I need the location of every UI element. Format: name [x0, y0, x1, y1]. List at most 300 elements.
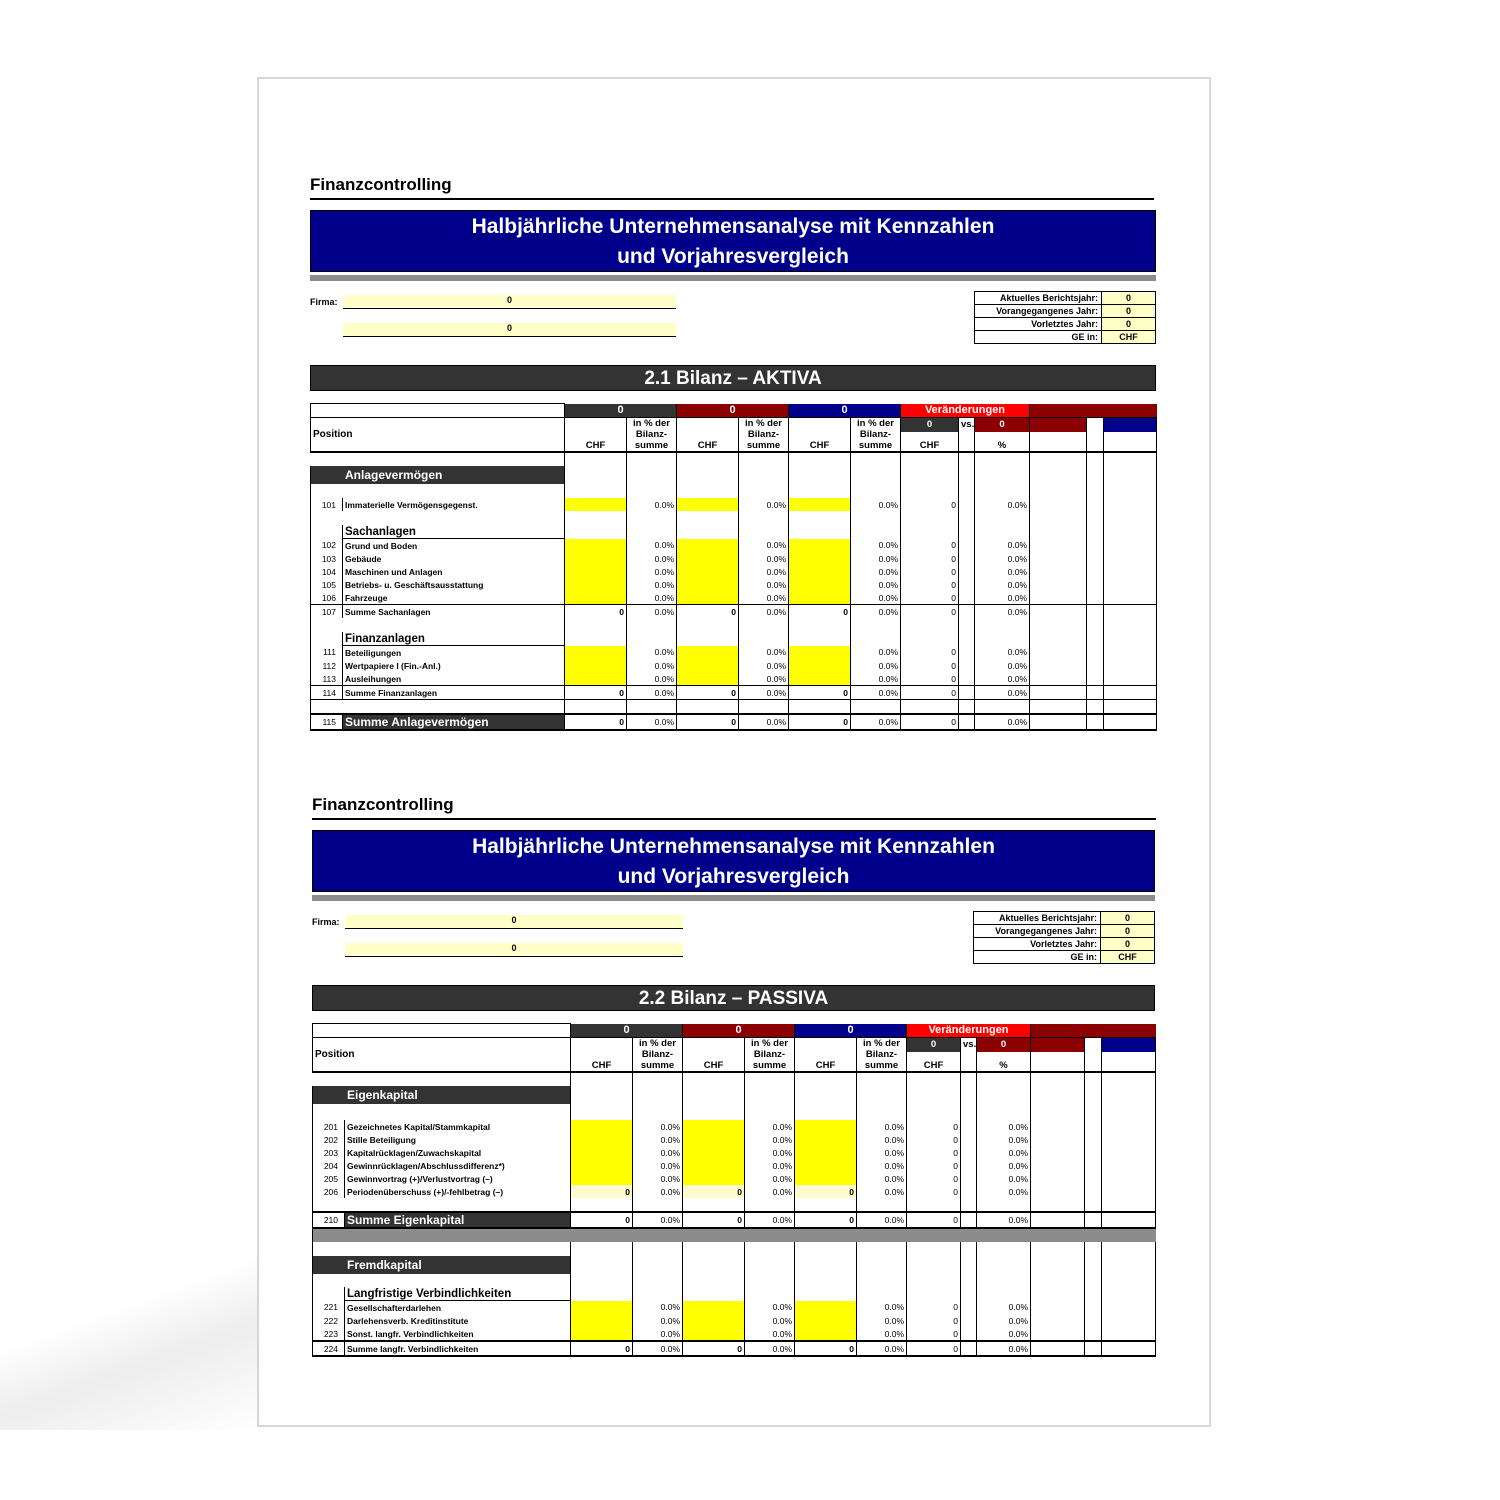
- year-value[interactable]: 0: [1102, 292, 1156, 305]
- table-cell: 0.0%: [851, 646, 901, 660]
- empty-cell: [977, 1198, 1031, 1212]
- empty-cell: [1087, 565, 1104, 578]
- table-cell: 0.0%: [627, 578, 677, 591]
- empty-cell: [961, 1120, 977, 1133]
- empty-cell: [975, 418, 1030, 453]
- empty-cell: [1085, 1172, 1102, 1185]
- empty-cell: [1087, 539, 1104, 553]
- empty-cell: [745, 1256, 795, 1274]
- input-cell[interactable]: [683, 1133, 745, 1146]
- empty-cell: [851, 700, 901, 715]
- table-cell: Fahrzeuge: [343, 591, 565, 605]
- empty-cell: [739, 466, 789, 484]
- empty-cell: [795, 1072, 857, 1086]
- banner: [310, 210, 1156, 272]
- input-cell[interactable]: [677, 646, 739, 660]
- table-cell: 0.0%: [851, 686, 901, 700]
- empty-cell: [311, 525, 343, 539]
- input-cell[interactable]: [795, 1314, 857, 1327]
- empty-cell: [1030, 591, 1087, 605]
- empty-cell: [1102, 1274, 1156, 1287]
- input-cell[interactable]: [565, 591, 627, 605]
- input-cell[interactable]: [565, 552, 627, 565]
- input-cell[interactable]: [571, 1159, 633, 1172]
- empty-cell: [1104, 565, 1157, 578]
- table-cell: 0.0%: [633, 1172, 683, 1185]
- empty-cell: [975, 525, 1030, 539]
- input-cell[interactable]: [565, 578, 627, 591]
- empty-cell: [1104, 511, 1157, 525]
- input-cell[interactable]: [677, 552, 739, 565]
- empty-cell: [1031, 1242, 1085, 1256]
- empty-cell: [739, 618, 789, 632]
- table-cell: 0.0%: [739, 578, 789, 591]
- empty-cell: [959, 539, 975, 553]
- empty-cell: [1102, 1341, 1156, 1356]
- empty-cell: [1031, 1314, 1085, 1327]
- empty-cell: [1031, 1038, 1085, 1073]
- table-cell: 0.0%: [745, 1314, 795, 1327]
- input-cell[interactable]: [571, 1314, 633, 1327]
- table-cell: Beteiligungen: [343, 646, 565, 660]
- input-cell[interactable]: [795, 1301, 857, 1315]
- empty-cell: [959, 591, 975, 605]
- table-cell: 0.0%: [977, 1146, 1031, 1159]
- table-cell: 0: [901, 605, 959, 619]
- table-cell: 0: [901, 672, 959, 686]
- empty-cell: [1087, 511, 1104, 525]
- empty-cell: [1030, 565, 1087, 578]
- input-cell[interactable]: [565, 646, 627, 660]
- table-cell: 0.0%: [857, 1146, 907, 1159]
- empty-cell: [627, 511, 677, 525]
- empty-cell: [313, 1287, 345, 1301]
- input-cell[interactable]: [789, 591, 851, 605]
- empty-cell: [1104, 484, 1157, 498]
- passiva-section: [312, 795, 1156, 1357]
- empty-cell: [1087, 552, 1104, 565]
- table-cell: 206: [313, 1185, 345, 1198]
- empty-cell: [311, 632, 343, 646]
- vs-right: 0: [977, 1038, 1030, 1052]
- input-cell[interactable]: [683, 1172, 745, 1185]
- input-cell[interactable]: [571, 1327, 633, 1341]
- firma-field-1[interactable]: 0: [345, 915, 683, 929]
- year-label: Vorletztes Jahr:: [974, 938, 1101, 951]
- empty-cell: [1085, 1327, 1102, 1341]
- empty-cell: [1104, 418, 1157, 453]
- company-info: [312, 911, 1155, 971]
- empty-cell: [851, 452, 901, 466]
- empty-cell: [1030, 686, 1087, 700]
- pct-header: in % der Bilanz-summe: [739, 418, 789, 453]
- table-cell: Betriebs- u. Geschäftsausstattung: [343, 578, 565, 591]
- input-cell[interactable]: [795, 1133, 857, 1146]
- input-cell[interactable]: [677, 591, 739, 605]
- table-cell: 0.0%: [633, 1159, 683, 1172]
- table-cell: 0.0%: [857, 1327, 907, 1341]
- empty-cell: [961, 1242, 977, 1256]
- empty-cell: [1085, 1314, 1102, 1327]
- empty-cell: [1087, 498, 1104, 511]
- empty-cell: [961, 1212, 977, 1228]
- firma-field-2[interactable]: 0: [345, 943, 683, 957]
- input-cell[interactable]: [677, 498, 739, 511]
- empty-cell: [565, 618, 627, 632]
- table-cell: Summe Eigenkapital: [345, 1212, 571, 1228]
- empty-cell: [1030, 418, 1087, 453]
- input-cell[interactable]: [565, 659, 627, 672]
- currency-value[interactable]: CHF: [1102, 331, 1156, 344]
- empty-cell: [1031, 1086, 1085, 1104]
- table-cell: 0.0%: [851, 539, 901, 553]
- empty-cell: [789, 618, 851, 632]
- empty-cell: [1031, 1120, 1085, 1133]
- table-cell: 201: [313, 1120, 345, 1133]
- year-value[interactable]: 0: [1101, 912, 1155, 925]
- empty-cell: [1030, 498, 1087, 511]
- table-cell: Gesellschafterdarlehen: [345, 1301, 571, 1315]
- empty-cell: [633, 1274, 683, 1287]
- empty-cell: [1087, 466, 1104, 484]
- input-cell[interactable]: [565, 672, 627, 686]
- year-label: Aktuelles Berichtsjahr:: [975, 292, 1102, 305]
- table-cell: 0.0%: [857, 1314, 907, 1327]
- table-row: [313, 1301, 1156, 1315]
- empty-cell: [1087, 700, 1104, 715]
- input-cell[interactable]: [789, 539, 851, 553]
- table-cell: 0.0%: [851, 578, 901, 591]
- input-cell[interactable]: [789, 646, 851, 660]
- empty-cell: [961, 1256, 977, 1274]
- empty-cell: [851, 511, 901, 525]
- empty-cell: [975, 452, 1030, 466]
- empty-cell: [1104, 452, 1157, 466]
- firma-label: Firma:: [310, 297, 338, 307]
- table-cell: 0: [683, 1185, 745, 1198]
- pct-sign: %: [999, 1060, 1008, 1071]
- table-cell: 0: [901, 591, 959, 605]
- doc-title: Finanzcontrolling: [312, 795, 1156, 820]
- empty-cell: [961, 1086, 977, 1104]
- table-cell: 0: [795, 1341, 857, 1356]
- table-cell: 203: [313, 1146, 345, 1159]
- empty-cell: [677, 700, 739, 715]
- subgroup-finanzanlagen: Finanzanlagen: [343, 632, 565, 646]
- empty-cell: [311, 511, 565, 525]
- empty-cell: [739, 484, 789, 498]
- empty-cell: [1104, 539, 1157, 553]
- empty-cell: [313, 1274, 571, 1287]
- empty-cell: [745, 1242, 795, 1256]
- empty-cell: [313, 1104, 571, 1120]
- table-cell: 0: [901, 498, 959, 511]
- sum-row: [311, 686, 1157, 700]
- empty-cell: [627, 452, 677, 466]
- empty-cell: [977, 1038, 1031, 1073]
- input-cell[interactable]: [683, 1327, 745, 1341]
- year-col-2: 0: [677, 404, 789, 418]
- empty-cell: [745, 1287, 795, 1301]
- empty-cell: [633, 1104, 683, 1120]
- empty-cell: [1030, 511, 1087, 525]
- table-cell: 0.0%: [739, 605, 789, 619]
- empty-cell: [795, 1256, 857, 1274]
- input-cell[interactable]: [789, 659, 851, 672]
- empty-cell: [683, 1242, 745, 1256]
- table-cell: 101: [311, 498, 343, 511]
- chf-header: CHF: [789, 418, 851, 453]
- year-value[interactable]: 0: [1101, 925, 1155, 938]
- input-cell[interactable]: [683, 1159, 745, 1172]
- input-cell[interactable]: [565, 565, 627, 578]
- input-cell[interactable]: [795, 1327, 857, 1341]
- empty-cell: [857, 1242, 907, 1256]
- empty-cell: [907, 1274, 961, 1287]
- group-row: [313, 1256, 1156, 1274]
- banner-line-2: und Vorjahresvergleich: [617, 245, 849, 268]
- empty-cell: [1085, 1185, 1102, 1198]
- table-cell: 0.0%: [739, 591, 789, 605]
- table-cell: 0.0%: [745, 1120, 795, 1133]
- input-cell[interactable]: [677, 578, 739, 591]
- firma-field-1[interactable]: 0: [343, 295, 676, 309]
- total-row: [311, 714, 1157, 730]
- table-cell: 0: [571, 1185, 633, 1198]
- table-cell: 0: [901, 686, 959, 700]
- table-cell: 114: [311, 686, 343, 700]
- empty-cell: [1085, 1104, 1102, 1120]
- group-fremdkapital: Fremdkapital: [313, 1256, 571, 1274]
- input-cell[interactable]: [677, 672, 739, 686]
- table-cell: Summe Finanzanlagen: [343, 686, 565, 700]
- empty-cell: [1102, 1120, 1156, 1133]
- empty-cell: [1031, 1287, 1085, 1301]
- empty-cell: [1031, 1133, 1085, 1146]
- pct-header: in % der Bilanz-summe: [851, 418, 901, 453]
- subgroup-langfristige-verbindlichkeiten: Langfristige Verbindlichkeiten: [345, 1287, 571, 1301]
- aktiva-table: [310, 403, 1157, 731]
- empty-cell: [571, 1104, 633, 1120]
- empty-cell: [1030, 714, 1087, 730]
- table-cell: 0.0%: [975, 578, 1030, 591]
- table-cell: 0.0%: [739, 672, 789, 686]
- aktiva-section: [310, 175, 1157, 731]
- banner-underline: [312, 895, 1155, 901]
- empty-cell: [1085, 1212, 1102, 1228]
- empty-cell: [901, 484, 959, 498]
- table-cell: 0.0%: [633, 1341, 683, 1356]
- empty-cell: [1085, 1301, 1102, 1315]
- table-cell: 0: [565, 605, 627, 619]
- table-cell: 0.0%: [627, 605, 677, 619]
- year-label: Vorletztes Jahr:: [975, 318, 1102, 331]
- empty-cell: [789, 700, 851, 715]
- table-cell: 0.0%: [739, 686, 789, 700]
- input-cell[interactable]: [789, 498, 851, 511]
- table-cell: 0.0%: [977, 1133, 1031, 1146]
- empty-cell: [683, 1256, 745, 1274]
- section-title: 2.2 Bilanz – PASSIVA: [312, 985, 1155, 1011]
- table-cell: 0.0%: [633, 1314, 683, 1327]
- empty-cell: [1085, 1072, 1102, 1086]
- table-cell: 0: [907, 1120, 961, 1133]
- empty-cell: [1087, 659, 1104, 672]
- input-cell[interactable]: [683, 1314, 745, 1327]
- input-cell[interactable]: [795, 1159, 857, 1172]
- table-cell: 0.0%: [975, 565, 1030, 578]
- empty-cell: [959, 565, 975, 578]
- empty-cell: [627, 700, 677, 715]
- chf-header: CHF: [795, 1038, 857, 1073]
- empty-cell: [959, 618, 975, 632]
- empty-cell: [633, 1072, 683, 1086]
- table-cell: 0: [789, 605, 851, 619]
- empty-cell: [1030, 552, 1087, 565]
- empty-cell: [789, 466, 851, 484]
- empty-cell: [851, 466, 901, 484]
- empty-cell: [1104, 552, 1157, 565]
- empty-cell: [977, 1072, 1031, 1086]
- empty-cell: [311, 618, 565, 632]
- pct-sign: %: [997, 440, 1007, 451]
- year-value[interactable]: 0: [1102, 318, 1156, 331]
- page-shadow: [0, 1255, 260, 1430]
- table-cell: Gebäude: [343, 552, 565, 565]
- table-cell: 0.0%: [851, 714, 901, 730]
- table-cell: 0: [901, 646, 959, 660]
- empty-cell: [959, 578, 975, 591]
- input-cell[interactable]: [677, 659, 739, 672]
- input-cell[interactable]: [683, 1301, 745, 1315]
- empty-cell: [977, 1287, 1031, 1301]
- empty-cell: [571, 1256, 633, 1274]
- empty-cell: [1102, 1086, 1156, 1104]
- vs-label: vs.: [959, 418, 975, 453]
- input-cell[interactable]: [683, 1146, 745, 1159]
- input-cell[interactable]: [565, 498, 627, 511]
- empty-cell: [1104, 686, 1157, 700]
- table-cell: 0.0%: [745, 1159, 795, 1172]
- table-cell: 0: [901, 659, 959, 672]
- empty-cell: [789, 632, 851, 646]
- empty-cell: [565, 525, 627, 539]
- empty-cell: [959, 511, 975, 525]
- table-cell: 0.0%: [633, 1120, 683, 1133]
- table-cell: 0.0%: [633, 1146, 683, 1159]
- empty-cell: [959, 646, 975, 660]
- input-cell[interactable]: [795, 1146, 857, 1159]
- empty-cell: [1031, 1159, 1085, 1172]
- table-cell: 104: [311, 565, 343, 578]
- banner-line-2: und Vorjahresvergleich: [617, 865, 850, 888]
- input-cell[interactable]: [789, 552, 851, 565]
- empty-cell: [683, 1086, 745, 1104]
- input-cell[interactable]: [677, 539, 739, 553]
- vs-left: 0: [907, 1038, 960, 1052]
- empty-cell: [1030, 466, 1087, 484]
- empty-cell: [959, 686, 975, 700]
- empty-cell: [975, 511, 1030, 525]
- table-cell: 0.0%: [975, 498, 1030, 511]
- year-value[interactable]: 0: [1101, 938, 1155, 951]
- empty-cell: [959, 659, 975, 672]
- table-cell: 0.0%: [633, 1212, 683, 1228]
- input-cell[interactable]: [571, 1301, 633, 1315]
- input-cell[interactable]: [795, 1120, 857, 1133]
- table-cell: 0.0%: [627, 646, 677, 660]
- table-cell: 0.0%: [975, 539, 1030, 553]
- empty-cell: [1104, 672, 1157, 686]
- empty-cell: [739, 632, 789, 646]
- table-cell: 115: [311, 714, 343, 730]
- empty-cell: [633, 1198, 683, 1212]
- input-cell[interactable]: [565, 539, 627, 553]
- input-cell[interactable]: [683, 1120, 745, 1133]
- table-cell: 0.0%: [739, 565, 789, 578]
- table-cell: 0.0%: [851, 565, 901, 578]
- year-value[interactable]: 0: [1102, 305, 1156, 318]
- empty-cell: [959, 700, 975, 715]
- table-cell: 0: [907, 1146, 961, 1159]
- year-col-1: 0: [565, 404, 677, 418]
- banner-line-1: Halbjährliche Unternehmensanalyse mit Kennzahlen: [471, 215, 995, 238]
- empty-cell: [1104, 632, 1157, 646]
- input-cell[interactable]: [677, 565, 739, 578]
- table-cell: 0.0%: [739, 552, 789, 565]
- input-cell[interactable]: [789, 578, 851, 591]
- table-cell: 0.0%: [851, 672, 901, 686]
- empty-cell: [959, 466, 975, 484]
- empty-cell: [961, 1274, 977, 1287]
- empty-cell: [1031, 1327, 1085, 1341]
- empty-cell: [677, 466, 739, 484]
- empty-cell: [961, 1159, 977, 1172]
- empty-cell: [1104, 591, 1157, 605]
- input-cell[interactable]: [571, 1172, 633, 1185]
- empty-cell: [1102, 1212, 1156, 1228]
- input-cell[interactable]: [795, 1172, 857, 1185]
- input-cell[interactable]: [571, 1133, 633, 1146]
- empty-cell: [1104, 498, 1157, 511]
- empty-cell: [1031, 1212, 1085, 1228]
- table-cell: 0: [789, 714, 851, 730]
- empty-cell: [961, 1072, 977, 1086]
- empty-cell: [901, 632, 959, 646]
- empty-cell: [565, 700, 627, 715]
- table-cell: 205: [313, 1172, 345, 1185]
- table-cell: 0.0%: [627, 686, 677, 700]
- empty-cell: [683, 1274, 745, 1287]
- empty-cell: [1085, 1120, 1102, 1133]
- empty-cell: [1085, 1133, 1102, 1146]
- input-cell[interactable]: [571, 1146, 633, 1159]
- sum-row: [313, 1341, 1156, 1356]
- empty-cell: [789, 511, 851, 525]
- input-cell[interactable]: [789, 565, 851, 578]
- empty-cell: [961, 1327, 977, 1341]
- table-cell: Maschinen und Anlagen: [343, 565, 565, 578]
- empty-cell: [795, 1086, 857, 1104]
- input-cell[interactable]: [789, 672, 851, 686]
- firma-field-2[interactable]: 0: [343, 323, 676, 337]
- table-cell: 0.0%: [627, 714, 677, 730]
- currency-value[interactable]: CHF: [1101, 951, 1155, 964]
- input-cell[interactable]: [571, 1120, 633, 1133]
- year-col-2: 0: [683, 1024, 795, 1038]
- header-years: [311, 404, 1157, 418]
- table-cell: 0: [907, 1133, 961, 1146]
